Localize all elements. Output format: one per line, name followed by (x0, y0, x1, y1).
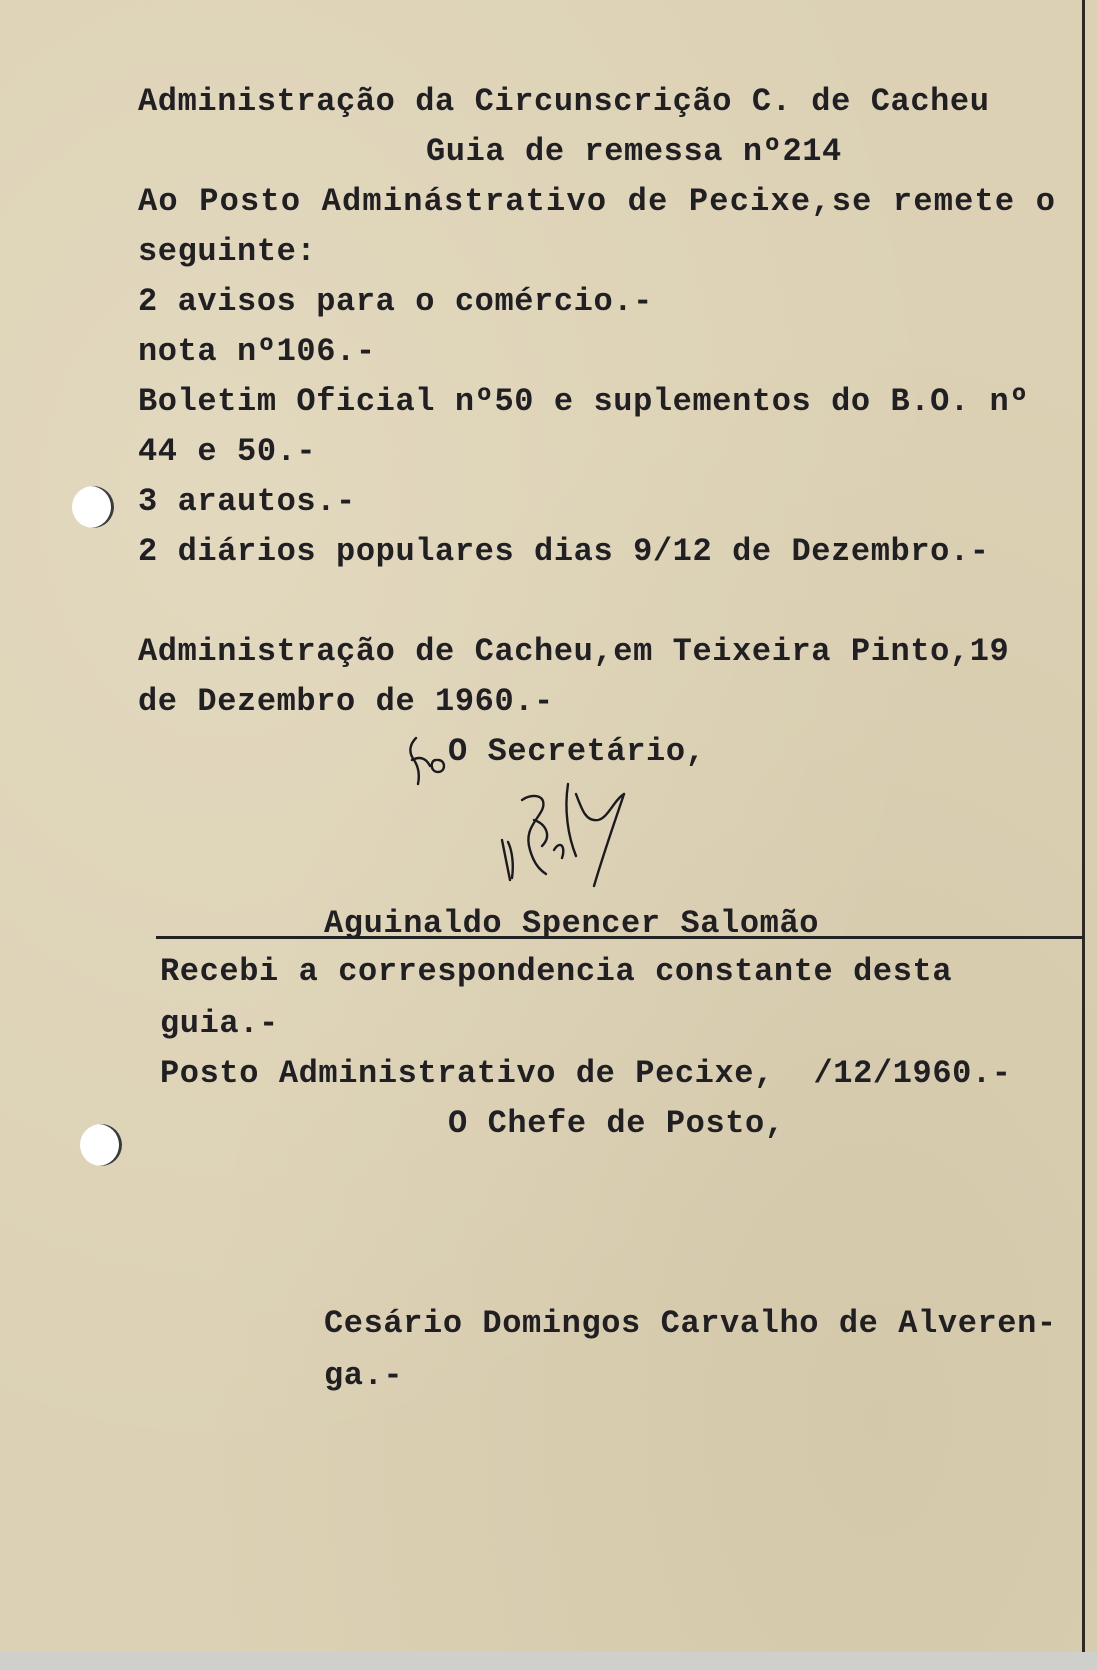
header-subtitle: Guia de remessa nº214 (426, 133, 842, 170)
item-2: nota nº106.- (138, 333, 376, 370)
header-title: Administração da Circunscrição C. de Cacheu (138, 83, 990, 120)
punch-hole-top (72, 486, 114, 528)
secretary-signature (490, 780, 640, 900)
item-3-continued: 44 e 50.- (138, 433, 317, 470)
dateline-2: de Dezembro de 1960.- (138, 683, 554, 720)
signatory-name: Aguinaldo Spencer Salomão (324, 905, 820, 942)
receipt-line-2: guia.- (160, 1005, 279, 1042)
item-3: Boletim Oficial nº50 e suplementos do B.O. nº (138, 383, 1030, 420)
receipt-role: O Chefe de Posto, (448, 1105, 785, 1142)
item-1: 2 avisos para o comércio.- (138, 283, 653, 320)
receipt-line-1: Recebi a correspondencia constante desta (160, 953, 953, 990)
chief-name-line-1: Cesário Domingos Carvalho de Alveren- (324, 1305, 1057, 1342)
intro-line-1: Ao Posto Adminástrativo de Pecixe,se remete o (138, 183, 1057, 220)
chief-name-line-2: ga.- (324, 1357, 404, 1394)
item-5: 2 diários populares dias 9/12 de Dezembro.- (138, 533, 990, 570)
dateline-1: Administração de Cacheu,em Teixeira Pinto,19 (138, 633, 1010, 670)
intro-line-2: seguinte: (138, 233, 317, 270)
scan-margin (0, 1652, 1097, 1670)
item-4: 3 arautos.- (138, 483, 356, 520)
signatory-role: O Secretário, (448, 733, 706, 770)
punch-hole-bottom (80, 1124, 122, 1166)
receipt-line-3: Posto Administrativo de Pecixe, /12/1960.- (160, 1055, 1012, 1092)
